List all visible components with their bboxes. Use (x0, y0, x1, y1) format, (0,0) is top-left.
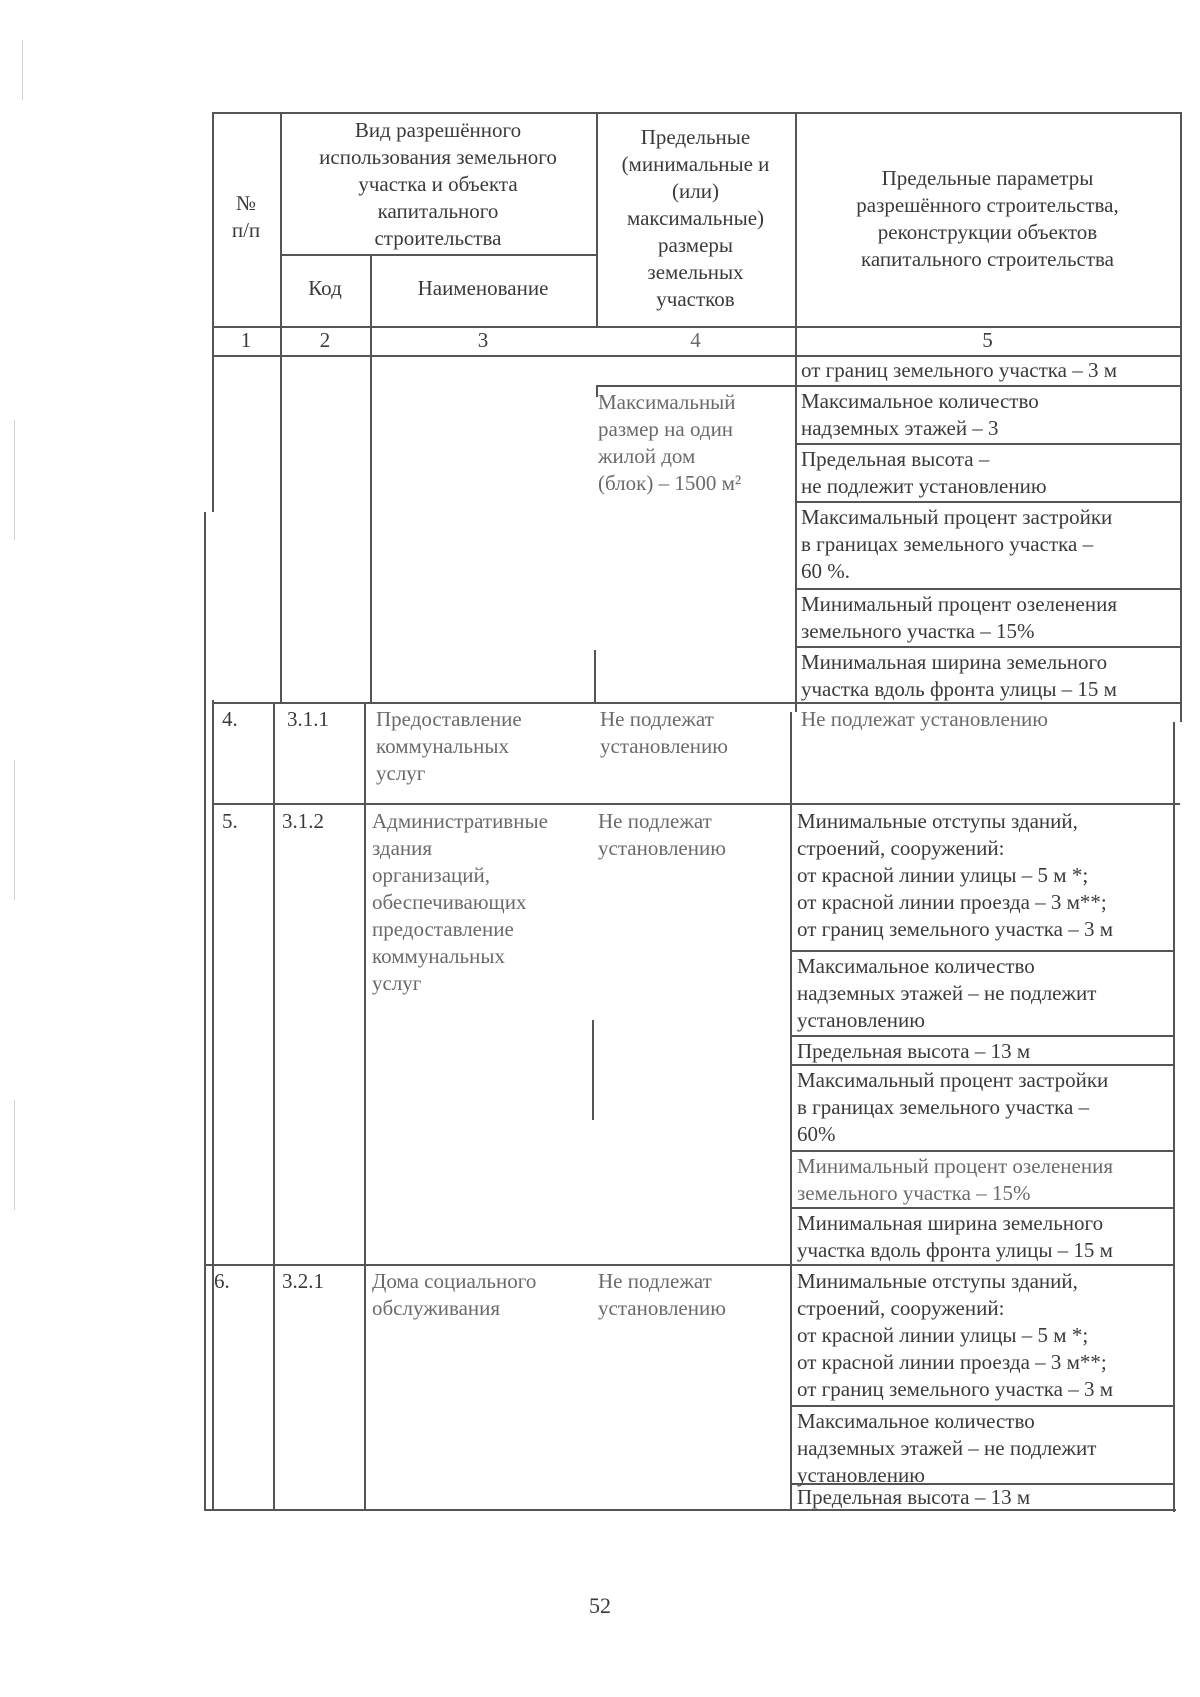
row-param: Максимальное количество надземных этажей – не подлежит установлению (797, 954, 1097, 1032)
row-size: Не подлежат установлению (600, 707, 728, 758)
header-code: Код (308, 276, 342, 300)
continued-size: Максимальный размер на один жилой дом (блок) – 1500 м² (598, 390, 742, 495)
row-num: 5. (222, 809, 238, 833)
continued-param: Минимальная ширина земельного участка вдоль фронта улицы – 15 м (801, 650, 1117, 701)
row-param: Максимальное количество надземных этажей – не подлежит установлению (797, 1409, 1097, 1487)
row-name: Предоставление коммунальных услуг (376, 707, 522, 785)
row-code: 3.2.1 (282, 1269, 324, 1293)
header-num: № п/п (231, 191, 261, 242)
row-size: Не подлежат установлению (598, 809, 726, 860)
header-sizes: Предельные (минимальные и (или) максимальные) размеры земельных участков (621, 125, 770, 311)
row-param: Предельная высота – 13 м (797, 1485, 1031, 1509)
column-number: 5 (982, 328, 993, 352)
row-param: Минимальный процент озеленения земельного участка – 15% (797, 1154, 1114, 1205)
column-number: 2 (319, 328, 331, 352)
continued-param: Минимальный процент озеленения земельного участка – 15% (801, 592, 1118, 643)
page-number: 52 (589, 1593, 611, 1618)
row-param: Минимальная ширина земельного участка вдоль фронта улицы – 15 м (797, 1211, 1113, 1262)
scan-mark (14, 1100, 15, 1210)
row-param: Минимальные отступы зданий, строений, сооружений: от красной линии улицы – 5 м *; от красной линии проезда – 3 м**; от границ земельного участка – 3 м (797, 1269, 1114, 1401)
header-group: Вид разрешённого использования земельного участка и объекта капитального строительства (319, 118, 557, 250)
scan-mark (14, 760, 15, 900)
row-param: Не подлежат установлению (801, 707, 1048, 731)
column-number: 3 (477, 328, 489, 352)
row-name: Дома социального обслуживания (372, 1269, 537, 1320)
row-num: 6. (214, 1269, 230, 1293)
row-num: 4. (222, 707, 238, 731)
row-param: Максимальный процент застройки в границах земельного участка – 60% (797, 1068, 1109, 1146)
row-code: 3.1.2 (282, 809, 324, 833)
continued-param: Предельная высота – не подлежит установлению (801, 447, 1047, 498)
scan-mark (14, 420, 15, 540)
row-name: Административные здания организаций, обеспечивающих предоставление коммунальных услуг (372, 809, 548, 995)
row-param: Минимальные отступы зданий, строений, сооружений: от красной линии улицы – 5 м *; от красной линии проезда – 3 м**; от границ земельного участка – 3 м (797, 809, 1114, 941)
row-size: Не подлежат установлению (598, 1269, 726, 1320)
continued-param: Максимальное количество надземных этажей – 3 (801, 389, 1039, 440)
row-code: 3.1.1 (287, 707, 329, 731)
row-param: Предельная высота – 13 м (797, 1039, 1031, 1063)
header-name: Наименование (417, 276, 549, 300)
header-params: Предельные параметры разрешённого строительства, реконструкции объектов капитального строительства (856, 166, 1119, 271)
scan-mark (22, 40, 23, 100)
column-number: 1 (240, 328, 252, 352)
continued-param: от границ земельного участка – 3 м (801, 358, 1118, 382)
column-number: 4 (690, 328, 701, 352)
continued-param: Максимальный процент застройки в границах земельного участка – 60 %. (801, 505, 1113, 583)
